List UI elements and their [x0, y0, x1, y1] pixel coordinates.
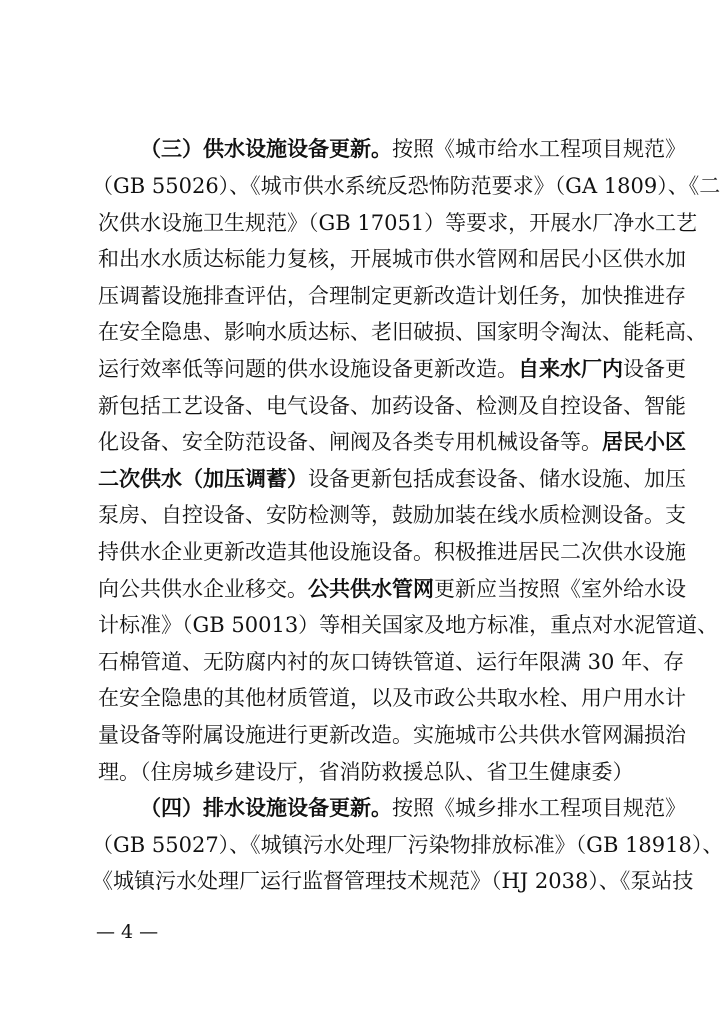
- bold-term: 二次供水（加压调蓄）: [98, 466, 308, 491]
- paragraph-line: [92, 863, 694, 900]
- paragraph-line: [98, 131, 686, 168]
- line-text: 运行效率低等问题的供水设施设备更新改造。: [98, 357, 518, 381]
- line-text: 量设备等附属设施进行更新改造。实施城市公共供水管网漏损治: [98, 723, 686, 747]
- paragraph-line: [98, 644, 685, 681]
- line-text: 石棉管道、无防腐内衬的灰口铸铁管道、运行年限满 30 年、存: [98, 650, 685, 674]
- line-text: 化设备、安全防范设备、闸阀及各类专用机械设备等。: [98, 430, 602, 454]
- paragraph-line: [98, 461, 686, 498]
- line-text: 按照《城市给水工程项目规范》: [392, 137, 686, 161]
- paragraph-line: [98, 424, 686, 461]
- line-text: 设备更: [623, 357, 686, 381]
- bold-term: 居民小区: [602, 429, 686, 454]
- line-text: 向公共供水企业移交。: [98, 577, 308, 601]
- paragraph-line: [98, 241, 686, 278]
- paragraph-line: [98, 388, 686, 425]
- paragraph-line: [98, 497, 686, 534]
- paragraph-line: [92, 168, 721, 205]
- line-text: 新包括工艺设备、电气设备、加药设备、检测及自控设备、智能: [98, 394, 686, 418]
- line-text: 压调蓄设施排查评估，合理制定更新改造计划任务，加快推进存: [98, 284, 686, 308]
- line-text: 更新应当按照《室外给水设: [434, 577, 686, 601]
- line-text: 持供水企业更新改造其他设施设备。积极推进居民二次供水设施: [98, 540, 686, 564]
- line-text: 设备更新包括成套设备、储水设施、加压: [308, 467, 686, 491]
- paragraph-line: [98, 790, 686, 827]
- line-text: 泵房、自控设备、安防检测等，鼓励加装在线水质检测设备。支: [98, 503, 686, 527]
- paragraph-line: [98, 607, 719, 644]
- line-text: 在安全隐患、影响水质达标、老旧破损、国家明令淘汰、能耗高、: [98, 320, 707, 344]
- line-text: 次供水设施卫生规范》（GB 17051）等要求，开展水厂净水工艺: [98, 211, 698, 235]
- paragraph-line: [98, 205, 698, 242]
- line-text: （GB 55027）、《城镇污水处理厂污染物排放标准》（GB 18918）、: [92, 833, 724, 857]
- page-number: — 4 —: [96, 921, 159, 943]
- paragraph-line: [98, 314, 707, 351]
- paragraph-line: [98, 680, 686, 717]
- section-heading: （三）供水设施设备更新。: [140, 136, 392, 161]
- paragraph-line: [98, 351, 686, 388]
- line-text: 按照《城乡排水工程项目规范》: [392, 796, 686, 820]
- bold-term: 公共供水管网: [308, 576, 434, 601]
- paragraph-line: [98, 754, 638, 791]
- paragraph-line: [98, 534, 686, 571]
- paragraph-line: [98, 278, 686, 315]
- line-text: （GB 55026）、《城市供水系统反恐怖防范要求》（GA 1809）、《二: [92, 174, 721, 198]
- line-text: 《城镇污水处理厂运行监督管理技术规范》（HJ 2038）、《泵站技: [92, 869, 694, 893]
- bold-term: 自来水厂内: [518, 356, 623, 381]
- line-text: 和出水水质达标能力复核，开展城市供水管网和居民小区供水加: [98, 247, 686, 271]
- line-text: 理。（住房城乡建设厅，省消防救援总队、省卫生健康委）: [98, 760, 634, 784]
- paragraph-line: [98, 717, 686, 754]
- section-heading: （四）排水设施设备更新。: [140, 795, 392, 820]
- paragraph-line: [92, 827, 724, 864]
- line-text: 计标准》（GB 50013）等相关国家及地方标准，重点对水泥管道、: [98, 613, 719, 637]
- line-text: 在安全隐患的其他材质管道，以及市政公共取水栓、用户用水计: [98, 686, 686, 710]
- paragraph-line: [98, 571, 686, 608]
